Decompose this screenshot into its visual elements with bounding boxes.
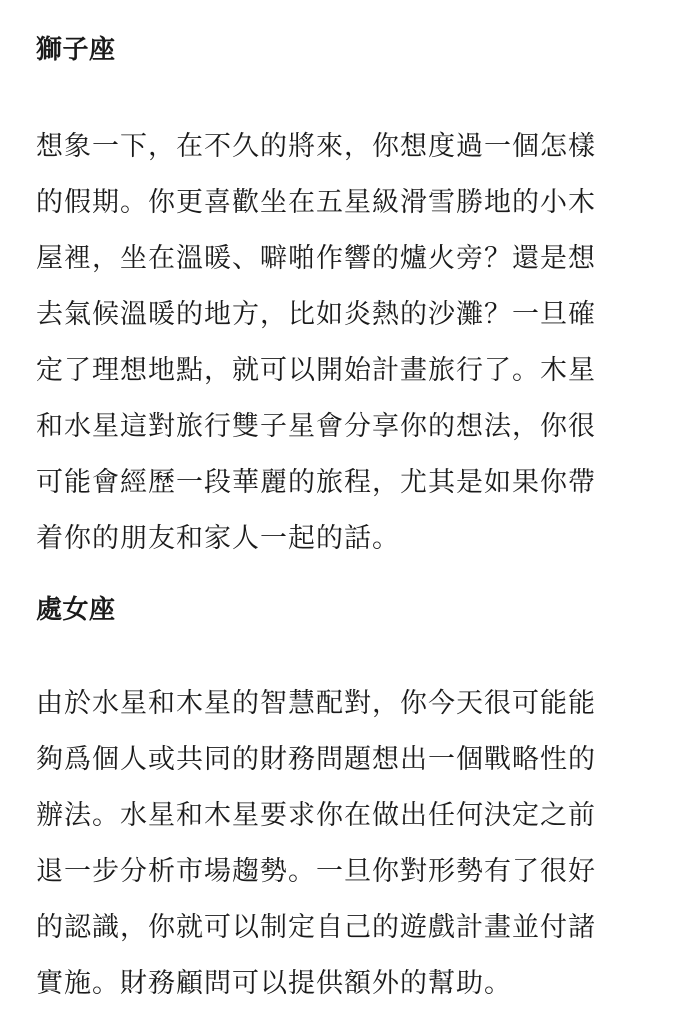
section-body-virgo bbox=[36, 676, 664, 1012]
text-line: 夠爲個人或共同的財務問題想出一個戰略性的 bbox=[36, 744, 596, 775]
text-line: 由於水星和木星的智慧配對，你今天很可能能 bbox=[36, 688, 596, 719]
text-line: 着你的朋友和家人一起的話。 bbox=[36, 523, 400, 554]
text-line: 實施。財務顧問可以提供額外的幫助。 bbox=[36, 968, 512, 999]
text-line: 想象一下，在不久的將來，你想度過一個怎樣 bbox=[36, 131, 596, 162]
text-line: 退一步分析市場趨勢。一旦你對形勢有了很好 bbox=[36, 856, 596, 887]
text-line: 屋裡，坐在溫暖、噼啪作響的爐火旁？還是想 bbox=[36, 243, 596, 274]
text-line: 的認識，你就可以制定自己的遊戲計畫並付諸 bbox=[36, 912, 596, 943]
text-line: 可能會經歷一段華麗的旅程，尤其是如果你帶 bbox=[36, 467, 596, 498]
text-line: 和水星這對旅行雙子星會分享你的想法，你很 bbox=[36, 411, 596, 442]
text-line: 的假期。你更喜歡坐在五星級滑雪勝地的小木 bbox=[36, 187, 596, 218]
text-line: 去氣候溫暖的地方，比如炎熱的沙灘？一旦確 bbox=[36, 299, 596, 330]
text-line: 定了理想地點，就可以開始計畫旅行了。木星 bbox=[36, 355, 596, 386]
section-heading-leo: 獅子座 bbox=[36, 35, 116, 65]
section-heading-virgo: 處女座 bbox=[36, 595, 116, 625]
text-line: 辦法。水星和木星要求你在做出任何決定之前 bbox=[36, 800, 596, 831]
section-body-leo bbox=[36, 119, 664, 567]
